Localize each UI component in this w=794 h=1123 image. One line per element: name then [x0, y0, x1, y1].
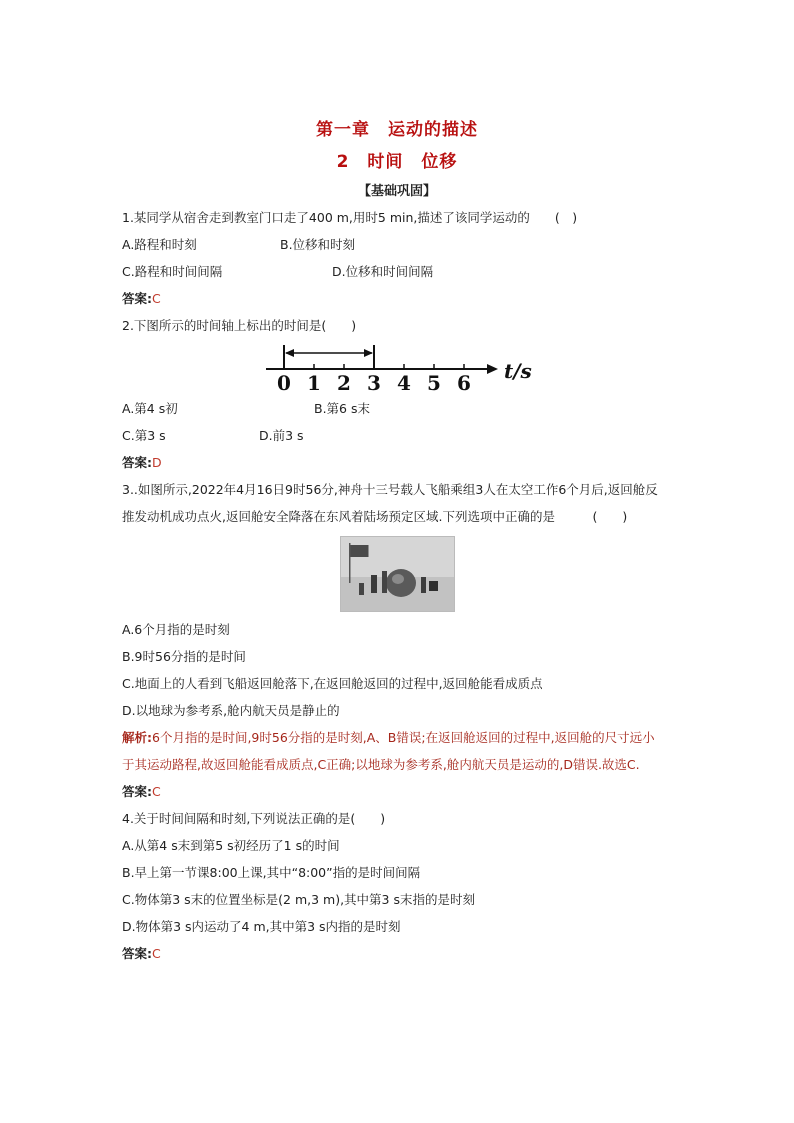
flag	[351, 545, 369, 557]
q4-stem: 4.关于时间间隔和时刻,下列说法正确的是( )	[122, 811, 386, 826]
q1-stem: 1.某同学从宿舍走到教室门口走了400 m,用时5 min,描述了该同学运动的 ( )	[122, 210, 578, 225]
axis-tick-label: 4	[397, 371, 411, 395]
q4-option-b: B.早上第一节课8:00上课,其中“8:00”指的是时间间隔	[122, 865, 421, 880]
q1-option-b: B.位移和时刻	[280, 237, 356, 252]
q4-option-c: C.物体第3 s末的位置坐标是(2 m,3 m),其中第3 s末指的是时刻	[122, 892, 475, 907]
q3-option-d: D.以地球为参考系,舱内航天员是静止的	[122, 703, 340, 718]
section-heading: 【基础巩固】	[357, 184, 436, 199]
answer-value: C	[152, 784, 161, 799]
return-capsule-photo	[340, 536, 455, 612]
q3-stem-line2: 推发动机成功点火,返回舱安全降落在东风着陆场预定区域.下列选项中正确的是 ( )	[122, 509, 628, 524]
time-axis-diagram	[260, 340, 540, 395]
axis-unit-label: t/s	[504, 359, 532, 383]
interval-left-arrowhead	[285, 349, 294, 357]
axis-tick-label: 5	[427, 371, 441, 395]
interval-right-arrowhead	[364, 349, 373, 357]
answer-label: 答案:	[122, 784, 152, 799]
q3-option-c: C.地面上的人看到飞船返回舱落下,在返回舱返回的过程中,返回舱能看成质点	[122, 676, 543, 691]
q2-option-b: B.第6 s末	[314, 401, 370, 416]
answer-label: 答案:	[122, 291, 152, 306]
q3-answer	[122, 783, 161, 801]
q3-analysis-line2: 于其运动路程,故返回舱能看成质点,C正确;以地球为参考系,舱内航天员是运动的,D错误.故选C.	[122, 757, 640, 772]
axis-tick-label: 3	[367, 371, 381, 395]
q1-option-c: C.路程和时间间隔	[122, 264, 223, 279]
flag-pole	[349, 543, 351, 583]
lesson-title: 2 时间 位移	[336, 152, 458, 172]
q2-stem: 2.下图所示的时间轴上标出的时间是( )	[122, 318, 357, 333]
q4-option-a: A.从第4 s末到第5 s初经历了1 s的时间	[122, 838, 340, 853]
q3-option-a: A.6个月指的是时刻	[122, 622, 230, 637]
analysis-label: 解析:	[122, 730, 152, 745]
chapter-title: 第一章 运动的描述	[316, 120, 478, 140]
answer-value: D	[152, 455, 162, 470]
axis-tick-label: 2	[337, 371, 351, 395]
q3-option-b: B.9时56分指的是时间	[122, 649, 246, 664]
analysis-text: 6个月指的是时间,9时56分指的是时刻,A、B错误;在返回舱返回的过程中,返回舱的尺寸远小	[152, 730, 655, 745]
answer-label: 答案:	[122, 946, 152, 961]
axis-tick-label: 6	[457, 371, 471, 395]
q2-option-c: C.第3 s	[122, 428, 166, 443]
q2-answer	[122, 454, 162, 472]
q2-option-d: D.前3 s	[259, 428, 304, 443]
answer-label: 答案:	[122, 455, 152, 470]
q1-option-d: D.位移和时间间隔	[332, 264, 434, 279]
q1-answer	[122, 290, 161, 308]
answer-value: C	[152, 291, 161, 306]
q3-stem-line1: 3..如图所示,2022年4月16日9时56分,神舟十三号载人飞船乘组3人在太空工作6个月后,返回舱反	[122, 482, 658, 497]
marked-interval	[284, 345, 374, 369]
answer-value: C	[152, 946, 161, 961]
q1-option-a: A.路程和时刻	[122, 237, 197, 252]
axis-tick-label: 1	[307, 371, 321, 395]
q3-analysis-line1	[122, 729, 655, 747]
axis-tick-label: 0	[277, 371, 291, 395]
q4-option-d: D.物体第3 s内运动了4 m,其中第3 s内指的是时刻	[122, 919, 401, 934]
axis-arrowhead	[487, 364, 498, 374]
q2-option-a: A.第4 s初	[122, 401, 178, 416]
q4-answer	[122, 945, 161, 963]
